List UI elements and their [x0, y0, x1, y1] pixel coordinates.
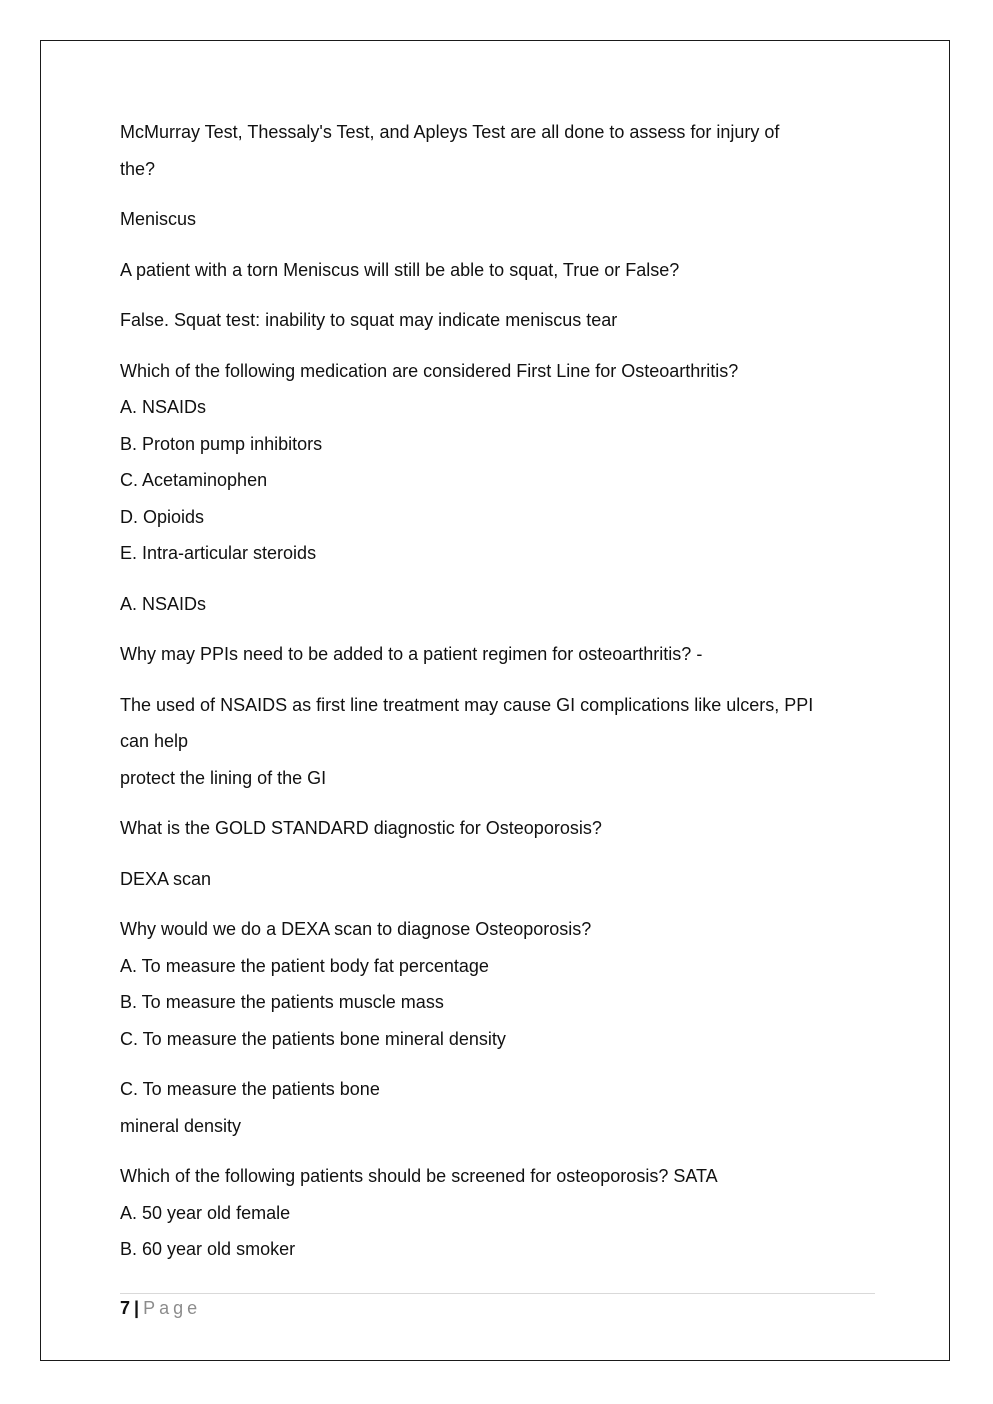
- text-line: Why may PPIs need to be added to a patient regimen for osteoarthritis? -: [120, 644, 703, 664]
- text-line: The used of NSAIDS as first line treatment may cause GI complications like ulcers, PPI: [120, 694, 814, 715]
- text-line: A. To measure the patient body fat percentage: [120, 955, 489, 976]
- paragraph: [120, 911, 865, 1057]
- text-line: What is the GOLD STANDARD diagnostic for Osteoporosis?: [120, 818, 602, 838]
- paragraph: [120, 861, 865, 898]
- text-line: C. Acetaminophen: [120, 470, 268, 490]
- text-line: False. Squat test: inability to squat may indicate meniscus tear: [120, 310, 618, 330]
- text-line: Which of the following patients should be screened for osteoporosis? SATA: [120, 1166, 718, 1186]
- text-line: E. Intra-articular steroids: [120, 543, 317, 563]
- text-line: protect the lining of the GI: [120, 767, 327, 788]
- text-line: Why would we do a DEXA scan to diagnose Osteoporosis?: [120, 919, 592, 939]
- paragraph: [120, 252, 865, 289]
- footer-divider: [120, 1293, 875, 1294]
- paragraph: [120, 201, 865, 238]
- paragraph: [120, 586, 865, 623]
- paragraph: [120, 1071, 865, 1144]
- text-line: B. Proton pump inhibitors: [120, 433, 323, 454]
- text-line: B. 60 year old smoker: [120, 1239, 296, 1259]
- paragraph: [120, 810, 865, 847]
- text-line: A. 50 year old female: [120, 1202, 291, 1223]
- text-line: mineral density: [120, 1115, 242, 1136]
- text-line: Which of the following medication are considered First Line for Osteoarthritis?: [120, 360, 739, 381]
- text-line: Meniscus: [120, 209, 197, 229]
- page-number: 7: [120, 1298, 131, 1318]
- paragraph: [120, 302, 865, 339]
- text-line: C. To measure the patients bone mineral density: [120, 1028, 506, 1049]
- page-label: Page: [143, 1298, 202, 1318]
- paragraph: [120, 687, 865, 797]
- text-line: A. NSAIDs: [120, 593, 207, 614]
- paragraph: [120, 353, 865, 572]
- text-line: C. To measure the patients bone: [120, 1079, 380, 1099]
- document-body: [120, 114, 865, 1282]
- page-separator: |: [134, 1298, 140, 1318]
- page-footer: [120, 1296, 201, 1320]
- text-line: A patient with a torn Meniscus will still be able to squat, True or False?: [120, 259, 680, 280]
- text-line: B. To measure the patients muscle mass: [120, 992, 444, 1012]
- paragraph: [120, 636, 865, 673]
- text-line: the?: [120, 158, 156, 179]
- text-line: DEXA scan: [120, 868, 212, 889]
- text-line: A. NSAIDs: [120, 397, 207, 417]
- paragraph: [120, 1158, 865, 1268]
- text-line: McMurray Test, Thessaly's Test, and Apleys Test are all done to assess for injury of: [120, 122, 780, 142]
- paragraph: [120, 114, 865, 187]
- text-line: D. Opioids: [120, 506, 205, 527]
- text-line: can help: [120, 731, 189, 751]
